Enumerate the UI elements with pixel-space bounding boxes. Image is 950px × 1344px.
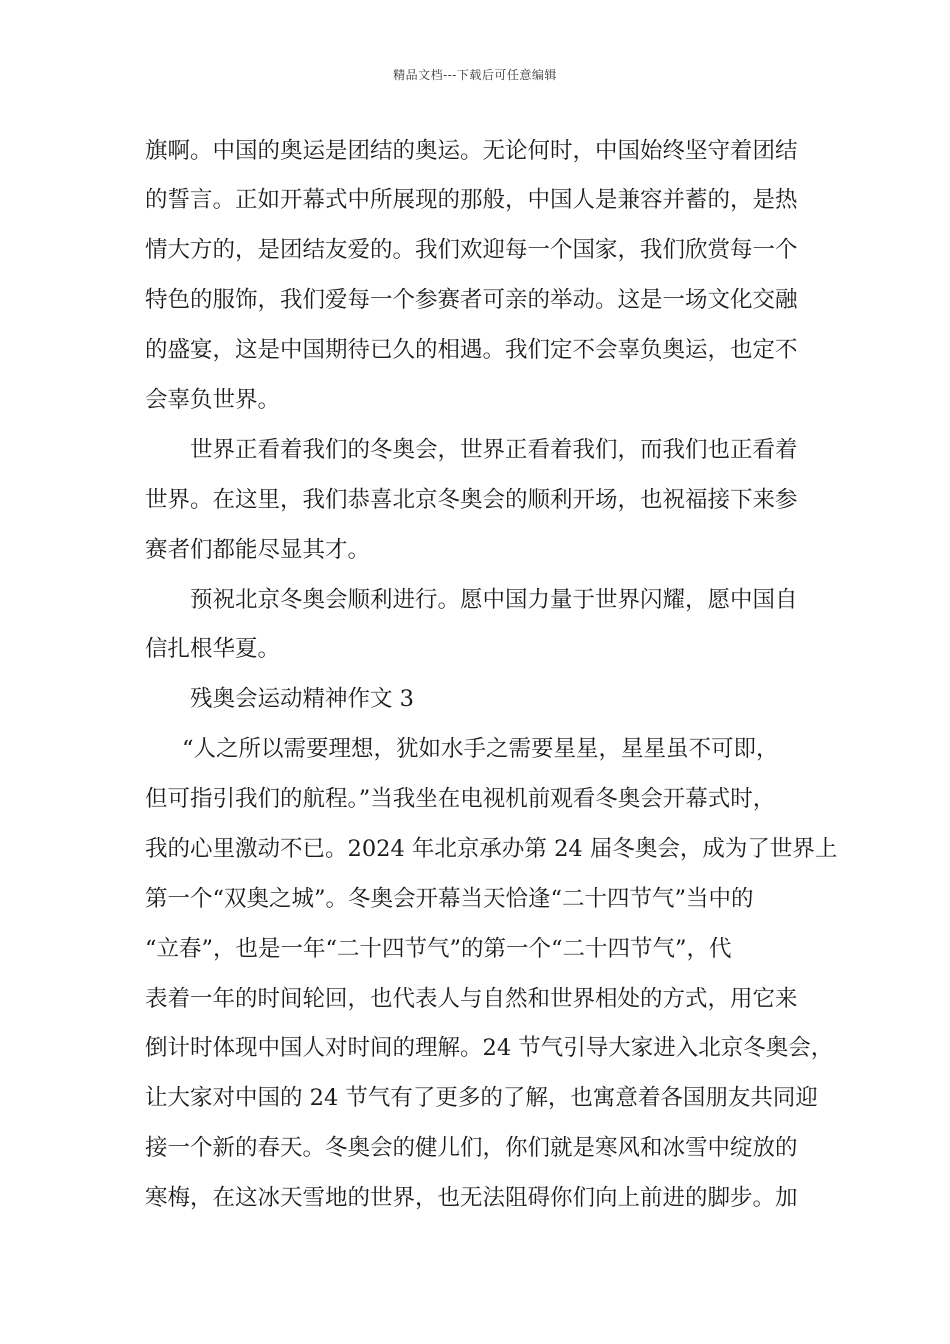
- text-line: 表着一年的时间轮回，也代表人与自然和世界相处的方式，用它来: [145, 986, 798, 1012]
- page-header: 精品文档---下载后可任意编辑: [393, 68, 557, 82]
- text-line: “立春”，也是一年“二十四节气”的第一个“二十四节气”，代: [145, 936, 732, 962]
- text-line: 情大方的，是团结友爱的。我们欢迎每一个国家，我们欣赏每一个: [145, 237, 798, 263]
- text-line: “人之所以需要理想，犹如水手之需要星星，星星虽不可即，: [182, 736, 779, 762]
- text-line: 让大家对中国的 24 节气有了更多的了解，也寓意着各国朋友共同迎: [145, 1085, 818, 1111]
- text-line: 我的心里激动不已。2024 年北京承办第 24 届冬奥会，成为了世界上: [145, 836, 838, 862]
- section-heading: 残奥会运动精神作文 3: [190, 686, 414, 712]
- text-line: 的盛宴，这是中国期待已久的相遇。我们定不会辜负奥运，也定不: [145, 337, 798, 363]
- text-line: 寒梅，在这冰天雪地的世界，也无法阻碍你们向上前进的脚步。加: [145, 1185, 798, 1211]
- text-line: 旗啊。中国的奥运是团结的奥运。无论何时，中国始终坚守着团结: [145, 138, 798, 164]
- text-line: 但可指引我们的航程。”当我坐在电视机前观看冬奥会开幕式时，: [145, 786, 776, 812]
- text-line: 会辜负世界。: [145, 387, 281, 413]
- text-line: 的誓言。正如开幕式中所展现的那般，中国人是兼容并蓄的，是热: [145, 187, 798, 213]
- text-line: 预祝北京冬奥会顺利进行。愿中国力量于世界闪耀，愿中国自: [190, 587, 798, 613]
- text-line: 第一个“双奥之城”。冬奥会开幕当天恰逢“二十四节气”当中的: [145, 886, 754, 912]
- text-line: 赛者们都能尽显其才。: [145, 537, 371, 563]
- text-line: 特色的服饰，我们爱每一个参赛者可亲的举动。这是一场文化交融: [145, 287, 798, 313]
- text-line: 世界正看着我们的冬奥会，世界正看着我们，而我们也正看着: [190, 437, 798, 463]
- text-line: 世界。在这里，我们恭喜北京冬奥会的顺利开场，也祝福接下来参: [145, 487, 798, 513]
- text-line: 信扎根华夏。: [145, 636, 281, 662]
- text-line: 倒计时体现中国人对时间的理解。24 节气引导大家进入北京冬奥会，: [145, 1035, 834, 1061]
- text-line: 接一个新的春天。冬奥会的健儿们，你们就是寒风和冰雪中绽放的: [145, 1135, 798, 1161]
